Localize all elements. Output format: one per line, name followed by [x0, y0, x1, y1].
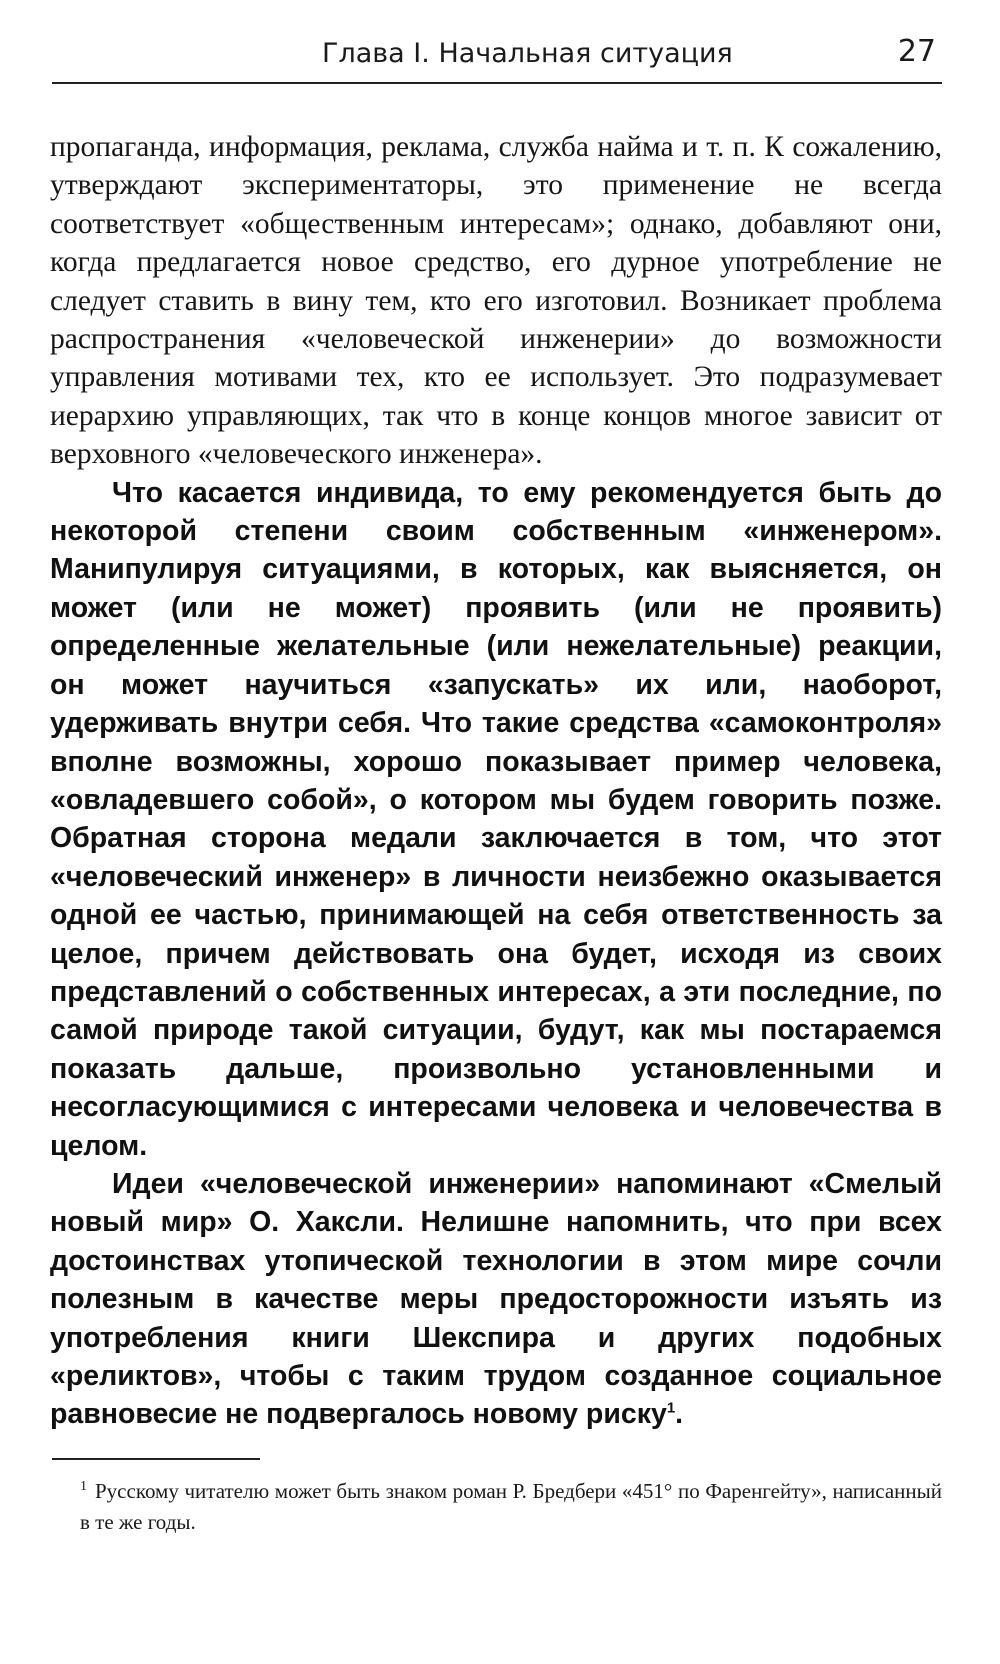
footnote-number: 1	[80, 1479, 87, 1494]
footnote-text: Русскому читателю может быть знаком роман Р. Бредбери «451° по Фаренгейту», написанный в те же годы.	[80, 1479, 942, 1534]
paragraph-3-text: Идеи «человеческой инженерии» напоминают «Смелый новый мир» О. Хаксли. Нелишне напомнить, что при всех достоинствах утопической технологии в этом мире сочли полезным в качестве меры предосторожности изъять из употребления книги Шекспира и других подобных «реликтов», чтобы с таким трудом созданное социальное равновесие не подвергалось новому риску	[50, 1167, 942, 1431]
running-header	[52, 34, 942, 84]
header-rule	[52, 82, 942, 84]
paragraph-1	[50, 128, 942, 474]
paragraph-3-end: .	[675, 1398, 684, 1431]
paragraph-1-text: пропаганда, информация, реклама, служба найма и т. п. К сожалению, утверждают экспериментаторы, это применение не всегда соответствует «общественным интересам»; однако, добавляют они, когда предлагается новое средство, его дурное употребление не следует ставить в вину тем, кто его изготовил. Возникает проблема распространения «человеческой инженерии» до возможности управления мотивами тех, кто ее использует. Это подразумевает иерархию управляющих, так что в конце концов многое зависит от верховного «человеческого инженера».	[50, 131, 942, 471]
running-title: Глава I. Начальная ситуация	[322, 38, 733, 69]
footnote-body	[52, 1476, 942, 1538]
paragraph-3	[50, 1165, 942, 1434]
footnote-reference: 1	[666, 1399, 676, 1417]
paragraph-2	[50, 474, 942, 1165]
footnote-rule	[52, 1458, 260, 1460]
body-text	[50, 128, 942, 1434]
page-number: 27	[897, 34, 936, 69]
paragraph-2-text: Что касается индивида, то ему рекомендуется быть до некоторой степени своим собственным «инженером». Манипулируя ситуациями, в которых, как выясняется, он может (или не может) проявить (или не проявить) определенные желательные (или нежелательные) реакции, он может научиться «запускать» их или, наоборот, удерживать внутри себя. Что такие средства «самоконтроля» вполне возможны, хорошо показывает пример человека, «овладевшего собой», о котором мы будем говорить позже. Обратная сторона медали заключается в том, что этот «человеческий инженер» в личности неизбежно оказывается одной ее частью, принимающей на себя ответственность за целое, причем действовать она будет, исходя из своих представлений о собственных интересах, а эти последние, по самой природе такой ситуации, будут, как мы постараемся показать дальше, произвольно установленными и несогласующимися с интересами человека и человечества в целом.	[50, 476, 942, 1162]
footnote	[52, 1476, 942, 1538]
